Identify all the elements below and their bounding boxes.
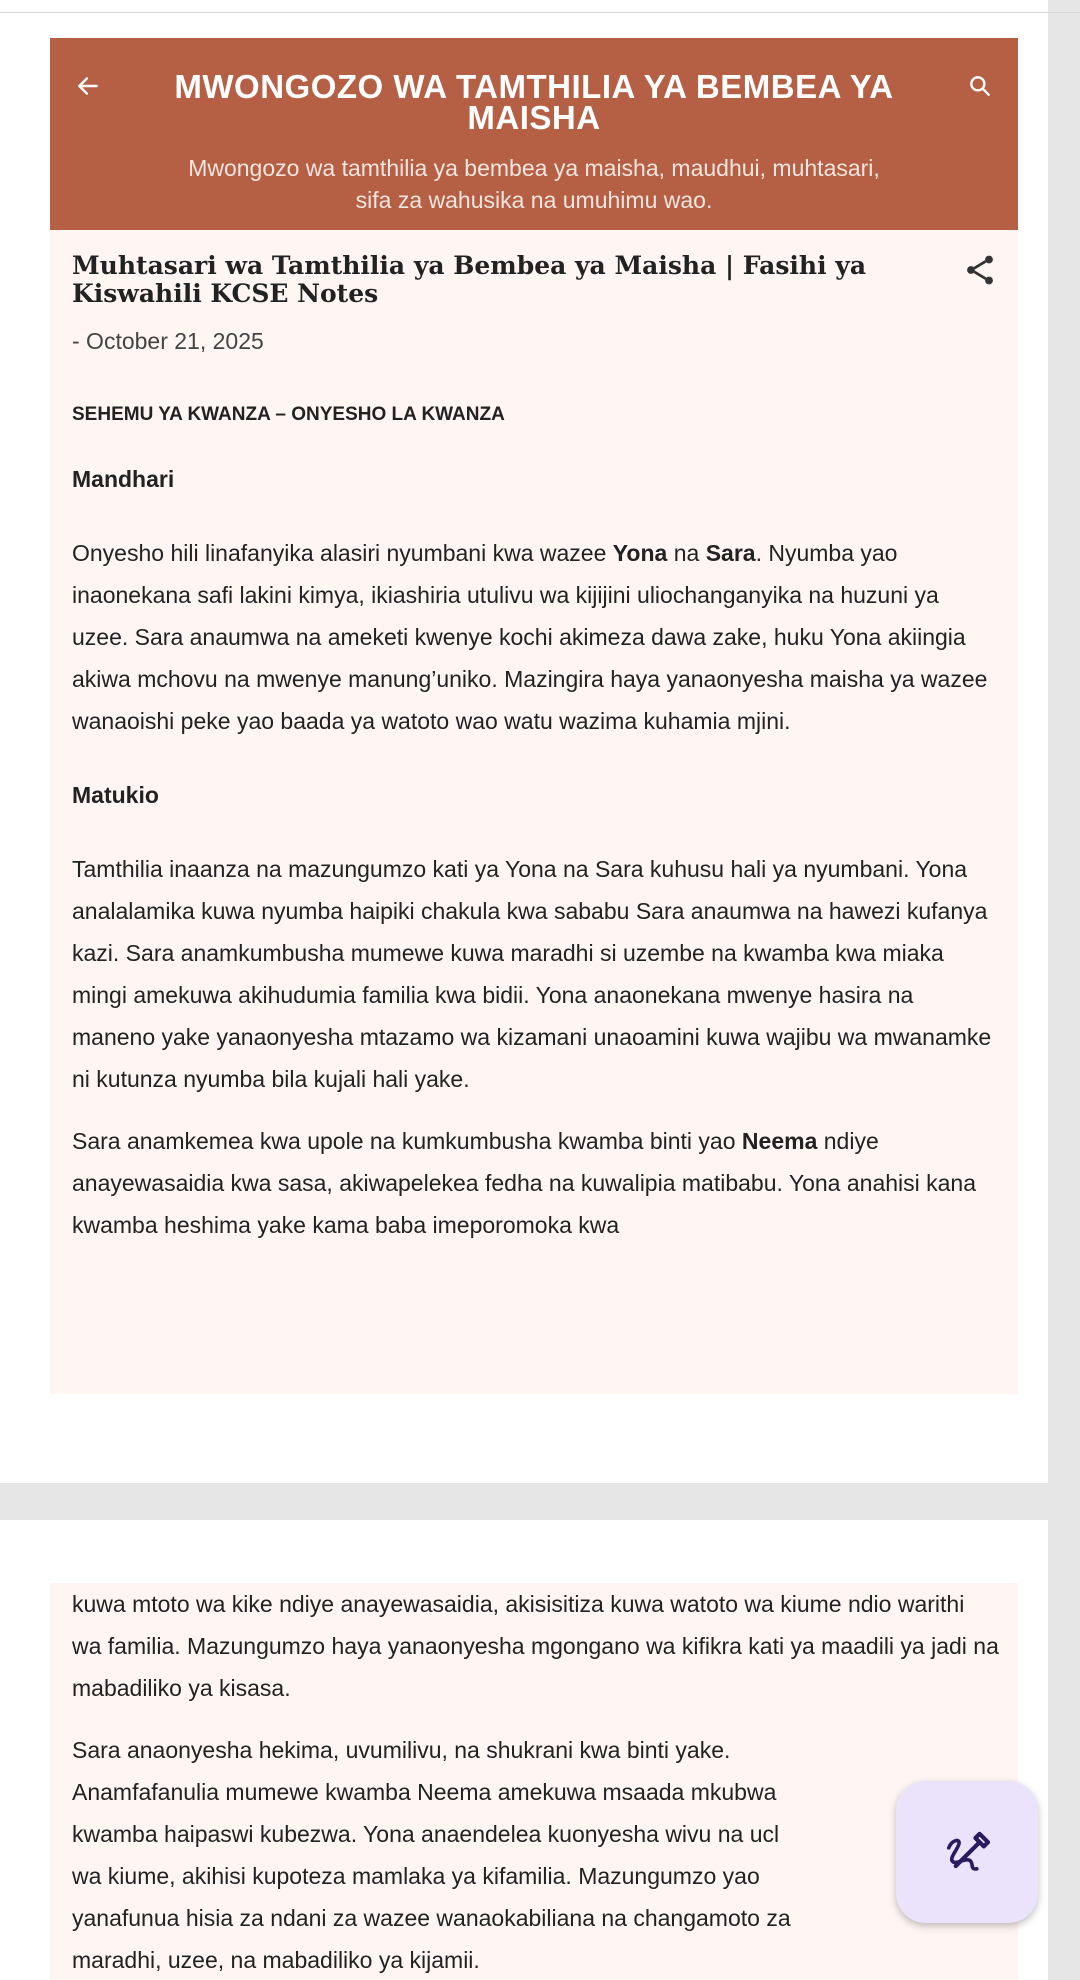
share-icon xyxy=(962,252,998,288)
page-bottom-card xyxy=(0,1520,1048,1980)
share-button[interactable] xyxy=(962,252,998,288)
section-heading: SEHEMU YA KWANZA – ONYESHO LA KWANZA xyxy=(72,404,505,425)
matukio-heading: Matukio xyxy=(72,782,159,808)
blog-title[interactable]: MWONGOZO WA TAMTHILIA YA BEMBEA YA MAISHA xyxy=(174,68,894,136)
mandhari-paragraph xyxy=(72,532,1000,742)
post-body xyxy=(72,402,1000,1246)
mandhari-heading: Mandhari xyxy=(72,466,175,492)
post-continuation xyxy=(50,1583,1018,1980)
back-button[interactable] xyxy=(68,66,108,106)
text-run: ndiye anayewasaidia kwa sasa, akiwapelekea fedha na kuwalipia matibabu. Yona anahisi kana kwamba heshima yake kama baba imeporomoka kwa xyxy=(72,1128,977,1238)
character-name-neema: Neema xyxy=(741,1128,818,1154)
text-run: . Nyumba yao inaonekana safi lakini kimya, ikiashiria utulivu wa kijijini uliochanganyika na huzuni ya uzee. Sara anaumwa na ameketi kwenye kochi akimeza dawa zake, huku Yona akiingia akiwa mchovu na mwenye manung’uniko. Mazingira haya yanaonyesha maisha ya wazee wanaoishi peke yao baada ya watoto wao watu wazima kuhamia mjini. xyxy=(72,540,988,734)
continued-paragraph-1: kuwa mtoto wa kike ndiye anayewasaidia, akisisitiza kuwa watoto wa kiume ndio warithi wa familia. Mazungumzo haya yanaonyesha mgongano wa kifikra kati ya maadili ya jadi na mabadiliko ya kisasa. xyxy=(72,1591,999,1701)
character-name-yona: Yona xyxy=(612,540,668,566)
continued-paragraph-2 xyxy=(72,1729,1000,1980)
edit-pen-icon xyxy=(939,1824,995,1880)
post-article xyxy=(50,230,1018,1394)
blog-header xyxy=(50,38,1018,230)
paragraph-line: Anamfafanulia mumewe kwamba Neema amekuwa msaada mkubwa xyxy=(72,1779,777,1805)
floating-edit-button[interactable] xyxy=(896,1781,1038,1923)
blog-description: Mwongozo wa tamthilia ya bembea ya maisha, maudhui, muhtasari, sifa za wahusika na umuhimu wao. xyxy=(188,155,880,213)
paragraph-line: maradhi, uzee, na mabadiliko ya kijamii. xyxy=(72,1947,480,1973)
arrow-left-icon xyxy=(75,73,101,99)
paragraph-line: kwamba haipaswi kubezwa. Yona anaendelea kuonyesha wivu na ucl xyxy=(72,1821,780,1847)
character-name-sara: Sara xyxy=(705,540,756,566)
post-date: - October 21, 2025 xyxy=(72,328,264,354)
text-run: Sara anamkemea kwa upole na kumkumbusha kwamba binti yao xyxy=(72,1128,742,1154)
top-divider xyxy=(0,12,1080,13)
post-body-continued xyxy=(72,1583,1000,1980)
text-run: Onyesho hili linafanyika alasiri nyumbani kwa wazee xyxy=(72,540,613,566)
post-title: Muhtasari wa Tamthilia ya Bembea ya Maisha | Fasihi ya Kiswahili KCSE Notes xyxy=(72,251,867,308)
matukio-paragraph-2 xyxy=(72,1120,1000,1246)
text-run: na xyxy=(667,540,706,566)
matukio-paragraph-1: Tamthilia inaanza na mazungumzo kati ya Yona na Sara kuhusu hali ya nyumbani. Yona analalamika kuwa nyumba haipiki chakula kwa sababu Sara anaumwa na hawezi kufanya kazi. Sara anamkumbusha mumewe kuwa maradhi si uzembe na kwamba kwa miaka mingi amekuwa akihudumia familia kwa bidii. Yona anaonekana mwenye hasira na maneno yake yanaonyesha mtazamo wa kizamani unaoamini kuwa wajibu wa mwanamke ni kutunza nyumba bila kujali hali yake. xyxy=(72,856,992,1092)
search-icon xyxy=(967,73,993,99)
paragraph-line: Sara anaonyesha hekima, uvumilivu, na shukrani kwa binti yake. xyxy=(72,1737,731,1763)
paragraph-line: yanafunua hisia za ndani za wazee wanaokabiliana na changamoto za xyxy=(72,1905,791,1931)
paragraph-line: wa kiume, akihisi kupoteza mamlaka ya kifamilia. Mazungumzo yao xyxy=(72,1863,760,1889)
search-button[interactable] xyxy=(960,66,1000,106)
